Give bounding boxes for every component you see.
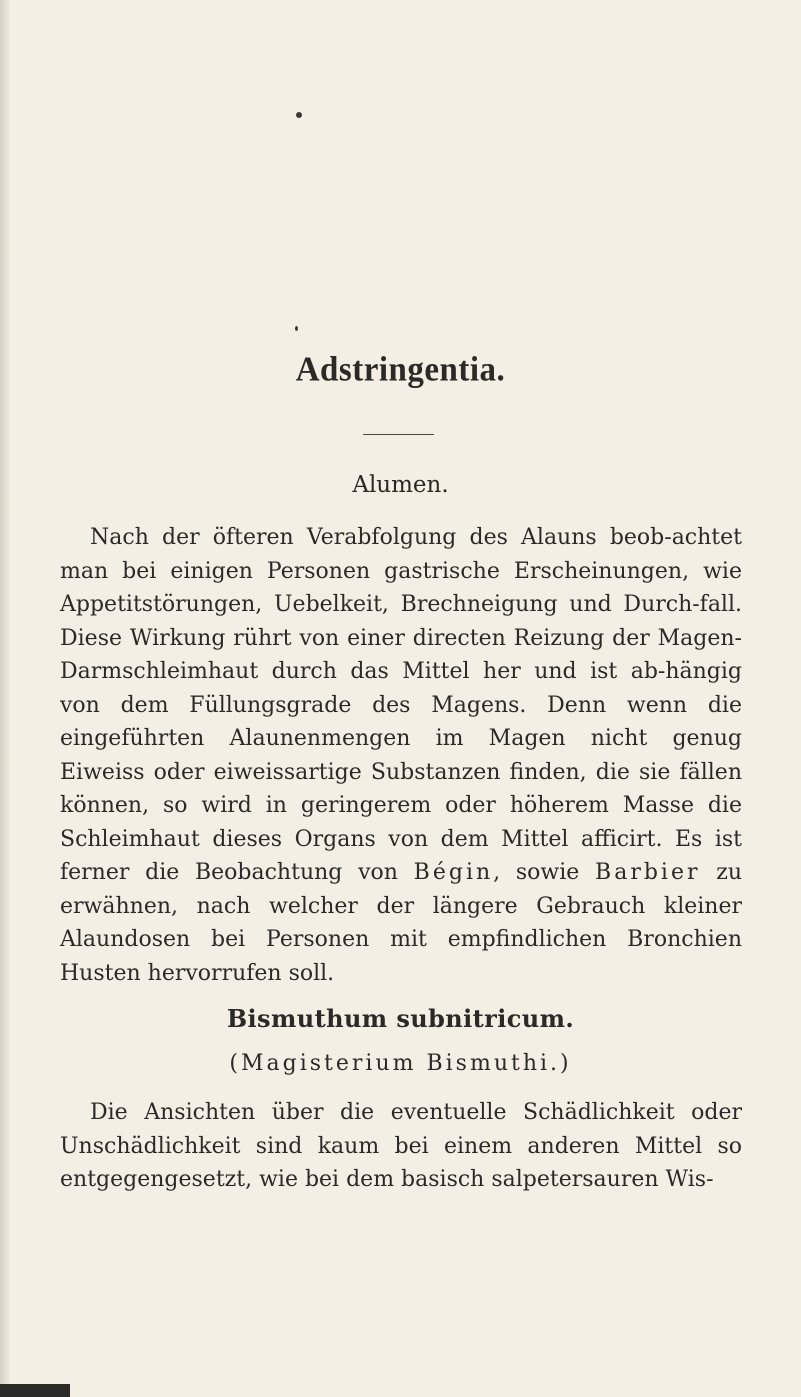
author-name-begin: Bégin [413,860,494,885]
section-heading-bismuthum: Bismuthum subnitricum. [226,1004,575,1033]
paragraph-alumen [60,521,742,990]
page-binding-edge [0,0,10,1397]
paragraph-text: Nach der öfteren Verabfolgung des Alauns beob-achtet man bei einigen Personen gastrische Erscheinungen, wie Appetitstörungen, Uebelkeit, Brechneigung und Durch-fall. Diese Wirkung rührt von einer directen Reizung der Magen-Darmschleimhaut durch das Mittel her und ist ab-hängig von dem Füllungsgrade des Magens. Denn wenn die eingeführten Alaunenmengen im Magen nicht genug Eiweiss oder eiweissartige Substanzen finden, die sie fällen können, so wird in geringerem oder höherem Masse die Schleimhaut dieses Organs von dem Mittel afficirt. Es ist ferner die Beobachtung von [60,525,742,885]
section-subheading: (Magisterium Bismuthi.) [229,1051,572,1076]
title-divider [363,434,434,435]
page-title: Adstringentia. [295,351,506,389]
scan-shadow [0,1384,70,1397]
author-name-barbier: Barbier [595,860,701,885]
paragraph-text: zu erwähnen, nach welcher der längere Gebrauch kleiner Alaundosen bei Personen mit empfindlichen Bronchien Husten hervorrufen soll. [60,860,742,986]
paragraph-text: , sowie [493,860,596,885]
ink-speck [295,326,298,331]
ink-speck [296,112,302,118]
paragraph-bismuthum: Die Ansichten über die eventuelle Schädlichkeit oder Unschädlichkeit sind kaum bei einem anderen Mittel so entgegengesetzt, wie bei dem basisch salpetersauren Wis- [60,1100,742,1192]
section-heading-alumen: Alumen. [352,472,449,498]
